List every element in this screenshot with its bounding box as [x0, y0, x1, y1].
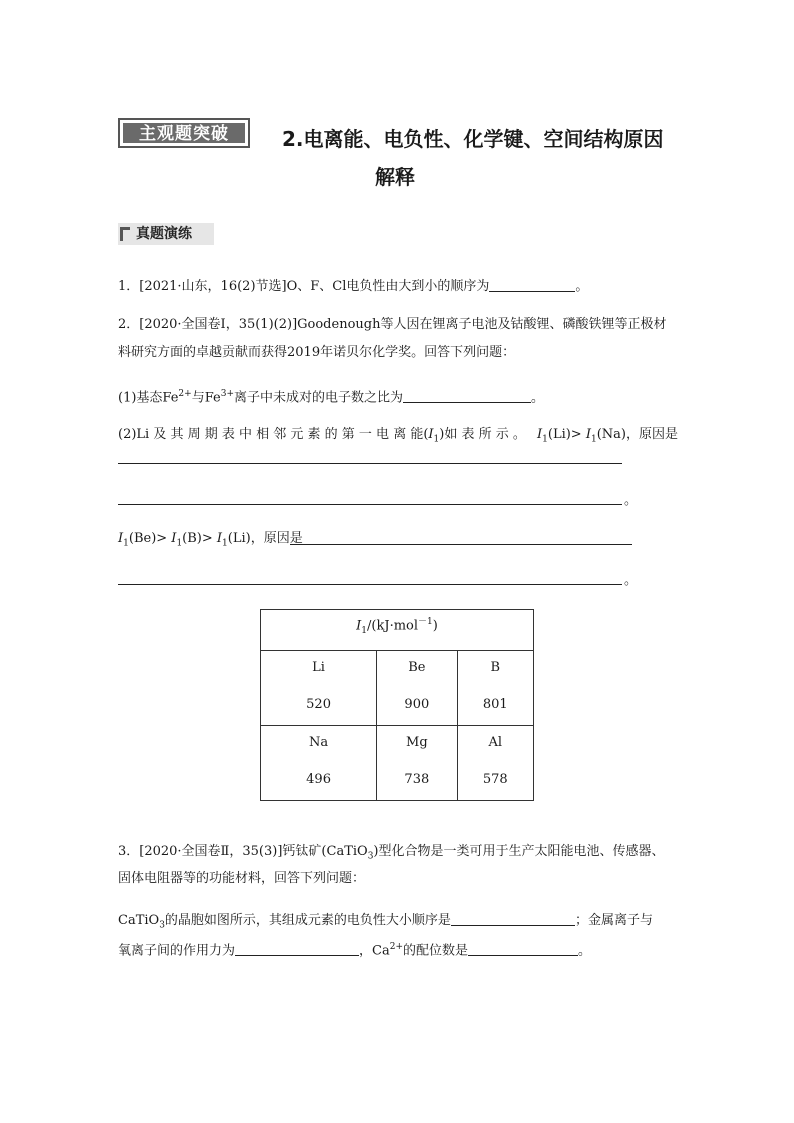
q2-p2-I-3: I: [585, 427, 591, 442]
section-label: 真题演练: [136, 226, 192, 242]
answer-blank-q3-2[interactable]: [235, 941, 359, 956]
answer-line-q2-3b[interactable]: [118, 584, 622, 585]
ionization-value: 738: [404, 772, 430, 787]
element-symbol: Mg: [406, 735, 428, 750]
q2-p3-sub-3: 1: [222, 538, 228, 549]
q2-p2-right: [537, 426, 678, 449]
q2-p3-sub-2: 1: [176, 538, 183, 549]
q3-line4-b: ，Ca: [359, 943, 390, 959]
q3-line1-b: )型化合物是一类可用于生产太阳能电池、传感器、: [373, 844, 665, 859]
ionization-energy-table: [260, 609, 534, 801]
table-header-sub: 1: [361, 625, 368, 636]
q2-p3-sub-1: 1: [123, 538, 129, 549]
ionization-value: 900: [404, 697, 430, 712]
ionization-value: 801: [482, 697, 508, 712]
q2-p1-text-c: 离子中未成对的电子数之比为: [234, 390, 404, 406]
question-1: [118, 277, 588, 296]
table-header-sup: －1: [418, 617, 433, 627]
q2-p1-sup2: 3+: [220, 389, 234, 399]
question-2-part3: [118, 530, 303, 553]
element-symbol: B: [490, 660, 501, 675]
table-header-close: ): [432, 618, 438, 634]
topic-badge-label: 主观题突破: [123, 123, 245, 143]
table-header-unit: /(kJ·mol: [367, 618, 419, 634]
element-symbol: Na: [309, 735, 329, 750]
q2-p2-I: I: [428, 427, 434, 442]
question-1-end: 。: [575, 279, 589, 294]
ionization-value: 520: [306, 697, 331, 712]
q2-p2-text-b: )如 表 所 示 。: [439, 427, 526, 442]
corner-bracket-icon: [120, 227, 130, 241]
q2-p3-I-3: I: [216, 531, 223, 546]
q2-p1-end: 。: [531, 390, 545, 406]
q3-line4-sup: 2+: [389, 942, 403, 952]
q3-line3-c: ；金属离子与: [574, 913, 653, 928]
question-2-line2: 料研究方面的卓越贡献而获得2019年诺贝尔化学奖。回答下列问题：: [118, 345, 516, 360]
q2-p2-sub-2: 1: [542, 434, 548, 445]
q2-p3-I-2: I: [171, 531, 177, 546]
question-3-line3: [118, 911, 653, 935]
q2-end-mark-1: 。: [624, 493, 638, 508]
ionization-value: 496: [306, 772, 331, 787]
answer-line-q2-3a[interactable]: [290, 544, 632, 545]
q3-line4-c: 的配位数是: [403, 943, 469, 959]
answer-blank-q3-1[interactable]: [451, 911, 575, 926]
q2-p3-text-2: (B)>: [182, 531, 217, 546]
answer-line-q2-2b[interactable]: [118, 504, 622, 505]
q2-p2-sub: 1: [433, 434, 440, 445]
section-header: [118, 223, 214, 245]
q2-p2-text-d: (Na)，原因是: [596, 427, 678, 442]
table-cell: [377, 726, 457, 801]
q3-line3-a: CaTiO: [118, 913, 160, 928]
element-symbol: Al: [488, 735, 503, 750]
answer-line-q2-2a[interactable]: [118, 463, 622, 464]
answer-blank-q2-1[interactable]: [403, 388, 531, 403]
table-header-I: I: [356, 618, 362, 634]
table-header: [261, 610, 534, 651]
table-cell: [261, 726, 377, 801]
q2-p3-I-1: I: [118, 531, 124, 546]
question-2-part1: [118, 385, 544, 407]
element-symbol: Li: [312, 660, 325, 675]
q2-p3-text-3: (Li)，原因是: [227, 531, 303, 546]
topic-badge: [118, 118, 250, 148]
page-title-line2: 解释: [375, 165, 415, 189]
q3-line1-a: 3．[2020·全国卷Ⅱ，35(3)]钙钛矿(CaTiO: [118, 844, 368, 859]
answer-blank-q1[interactable]: [489, 277, 575, 292]
q2-p1-text-a: (1)基态Fe: [118, 390, 179, 406]
q2-p2-sub-3: 1: [590, 434, 597, 445]
question-3-line1: [118, 843, 665, 866]
answer-blank-q3-3[interactable]: [468, 941, 578, 956]
table-cell: [457, 726, 533, 801]
q2-p1-text-b: 与Fe: [191, 390, 221, 406]
question-1-text: 1．[2021·山东，16(2)节选]O、F、Cl电负性由大到小的顺序为: [118, 279, 490, 294]
question-2-part2: [118, 426, 678, 449]
table-cell: [377, 651, 457, 726]
question-2-line1: 2．[2020·全国卷Ⅰ，35(1)(2)]Goodenough等人因在锂离子电池及钴酸锂、磷酸铁锂等正极材: [118, 317, 667, 332]
ionization-value: 578: [482, 772, 508, 787]
q2-p2-I-2: I: [537, 427, 543, 442]
question-3-line4: [118, 938, 591, 960]
q2-p3-text-1: (Be)>: [128, 531, 172, 546]
table-cell: [457, 651, 533, 726]
q3-line4-end: 。: [578, 943, 592, 959]
question-3-line2: 固体电阻器等的功能材料，回答下列问题：: [118, 871, 366, 886]
page-title-line1: 2.电离能、电负性、化学键、空间结构原因: [282, 127, 664, 151]
q3-line4-a: 氧离子间的作用力为: [118, 943, 236, 959]
element-symbol: Be: [408, 660, 426, 675]
q3-line1-sub: 3: [367, 851, 374, 862]
q2-end-mark-2: 。: [624, 573, 638, 588]
q2-p1-sup1: 2+: [178, 389, 192, 399]
q2-p2-text-c: (Li)>: [547, 427, 586, 442]
q2-p2-text-a: (2)Li 及 其 周 期 表 中 相 邻 元 素 的 第 一 电 离 能(: [118, 427, 429, 442]
q3-line3-b: 的晶胞如图所示，其组成元素的电负性大小顺序是: [164, 913, 451, 928]
q3-line3-sub: 3: [159, 920, 165, 931]
table-cell: [261, 651, 377, 726]
